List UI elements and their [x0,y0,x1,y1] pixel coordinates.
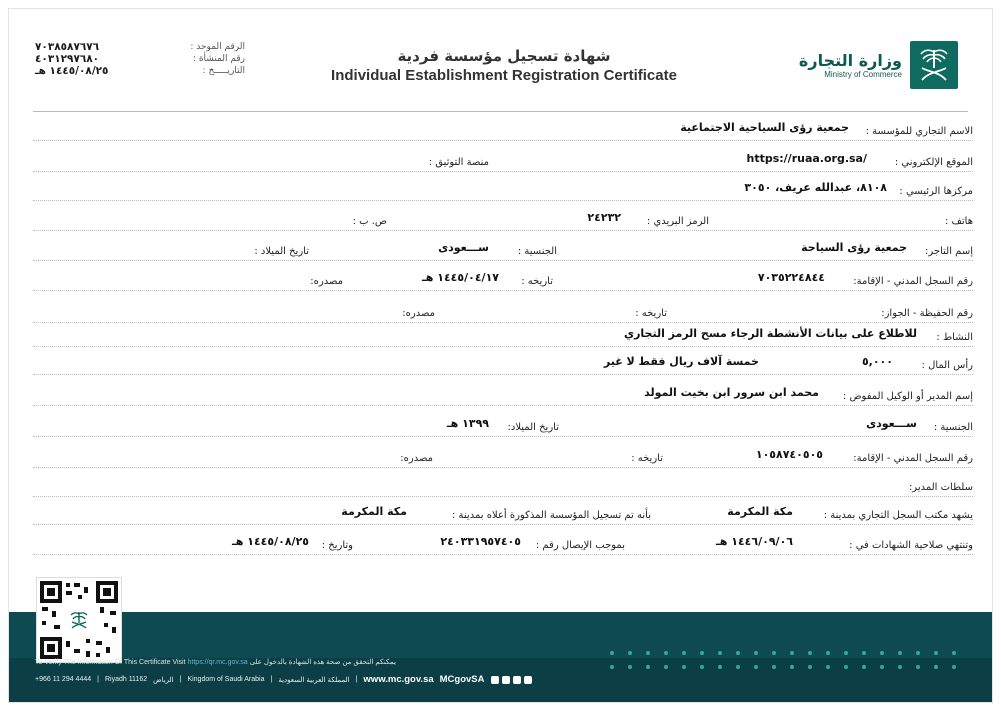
headquarters-label: مركزها الرئيسي : [899,186,973,197]
and-date-label: وتاريخ : [321,540,353,551]
issue-date: ١٤٤٥/٠٨/٢٥ هـ [35,65,109,77]
manager-birthdate-label: تاريخ الميلاد: [507,422,559,433]
contact-kingdom-arabic: المملكة العربية السعودية [278,676,350,684]
row-manager-authority [33,477,973,497]
row-merchant [33,241,973,261]
verify-text-arabic: يمكنكم التحقق من صحة هذه الشهادة بالدخول على [249,659,396,666]
manager-civil-date-label: تاريخه : [631,453,663,464]
instagram-icon[interactable] [491,676,499,684]
manager-label: إسم المدير أو الوكيل المفوض : [842,391,973,402]
receipt-value: ٢٤٠٣٣١٩٥٧٤٠٥ [440,535,521,548]
row-expiry [33,535,973,555]
row-registry-office [33,505,973,525]
manager-authority-label: سلطات المدير: [908,482,973,493]
unified-number: ٧٠٣٨٥٨٧٦٧٦ [35,41,100,53]
birthdate-label: تاريخ الميلاد : [254,246,309,257]
row-activity [33,327,973,347]
establishment-number: ٤٠٣١٢٩٧٦٨٠ [35,53,100,65]
contact-phone: +966 11 294 4444 [35,676,92,683]
po-box-label: ص. ب : [352,216,387,227]
title-arabic: شهادة تسجيل مؤسسة فردية [397,47,611,65]
capital-value: ٥,٠٠٠ [861,355,893,368]
row-civil-registry [33,271,973,291]
row-manager-nationality [33,417,973,437]
auth-platform-label: منصة التوثيق : [428,157,489,168]
header-divider [33,111,968,112]
contact-riyadh: Riyadh 11162 [104,676,148,683]
trade-name-value: جمعية رؤى السياحية الاجتماعية [680,121,849,134]
id-source-label: مصدره: [402,308,435,319]
civil-date-label: تاريخه : [521,276,553,287]
row-manager-civil [33,448,973,468]
capital-in-words: خمسة آلاف ريال فقط لا غير [603,355,759,368]
website-value: https://ruaa.org.sa/ [746,152,867,165]
postal-code-value: ٢٤٢٣٢ [587,211,621,224]
row-id-passport [33,303,973,323]
facebook-icon[interactable] [502,676,510,684]
footer-social-handle[interactable]: MCgovSA [439,674,485,685]
capital-label: رأس المال : [921,360,973,371]
certificate-title [309,47,699,84]
reference-block [35,41,245,77]
registered-city-label: بأنه تم تسجيل المؤسسة المذكورة أعلاه بمدينة : [452,510,651,521]
social-icons [491,676,532,684]
palm-swords-emblem-icon [910,41,958,89]
row-phone [33,211,973,231]
footer-website-link[interactable]: www.mc.gov.sa [363,674,434,685]
manager-civil-value: ١٠٥٨٧٤٠٥٠٥ [755,448,823,461]
registry-office-city: مكة المكرمة [727,505,793,518]
youtube-icon[interactable] [524,676,532,684]
merchant-value: جمعية رؤى السياحة [801,241,907,254]
ministry-name-arabic: وزارة التجارة [798,51,902,70]
expiry-value: ١٤٤٦/٠٩/٠٦ هـ [716,535,793,548]
manager-civil-source-label: مصدره: [400,453,433,464]
civil-registry-value: ٧٠٣٥٢٢٤٨٤٤ [757,271,825,284]
and-date-value: ١٤٤٥/٠٨/٢٥ هـ [232,535,309,548]
registry-office-label: يشهد مكتب السجل التجاري بمدينة : [823,510,973,521]
contact-line: +966 11 294 4444 | Riyadh 11162 الرياض | Kingdom of Saudi Arabia | المملكة العربية السعودية | www.mc.gov.sa MCgovSA [35,674,532,685]
verify-link[interactable]: https://qr.mc.gov.sa [187,659,248,666]
activity-value: للاطلاع على بيانات الأنشطة الرجاء مسح الرمز التجاري [623,327,917,340]
qr-code-icon [40,581,118,659]
merchant-label: إسم التاجر: [925,246,973,257]
issue-date-label: التاريـــــخ : [202,66,245,76]
contact-kingdom: Kingdom of Saudi Arabia [187,676,265,683]
id-passport-label: رقم الحفيظة - الجواز: [881,308,973,319]
qr-code[interactable] [37,578,121,662]
civil-source-label: مصدره: [310,276,343,287]
manager-civil-label: رقم السجل المدني - الإقامة: [853,453,973,464]
verify-text-english: To Verify The Information Of This Certificate Visit [35,659,186,666]
title-english: Individual Establishment Registration Certificate [331,67,677,84]
receipt-label: بموجب الإيصال رقم : [535,540,625,551]
nationality-value: ســـعودى [438,241,489,254]
civil-date-value: ١٤٤٥/٠٤/١٧ هـ [422,271,499,284]
manager-nationality-label: الجنسية : [933,422,973,433]
row-capital [33,355,973,375]
phone-label: هاتف : [944,216,973,227]
certificate-page [8,8,993,703]
headquarters-value: ٨١٠٨، عبدالله عريف، ٣٠٥٠ [744,181,887,194]
id-date-label: تاريخه : [635,308,667,319]
ministry-name-english: Ministry of Commerce [824,70,902,79]
website-label: الموقع الإلكتروني : [894,157,973,168]
nationality-label: الجنسية : [517,246,557,257]
civil-registry-label: رقم السجل المدني - الإقامة: [853,276,973,287]
registered-city-value: مكة المكرمة [341,505,407,518]
unified-number-label: الرقم الموحد : [190,42,245,52]
contact-riyadh-arabic: الرياض [153,676,174,684]
row-trade-name [33,121,973,141]
ministry-logo [799,41,958,89]
manager-nationality-value: ســـعودى [866,417,917,430]
establishment-number-label: رقم المنشأة : [192,54,245,64]
row-manager [33,386,973,406]
postal-code-label: الرمز البريدي : [646,216,709,227]
row-website [33,152,973,172]
activity-label: النشاط : [936,332,973,343]
manager-value: محمد ابن سرور ابن بخيت المولد [644,386,819,399]
verify-line [35,658,396,666]
manager-birthdate-value: ١٣٩٩ هـ [446,417,489,430]
expiry-label: وتنتهي صلاحية الشهادات في : [849,540,973,551]
twitter-icon[interactable] [513,676,521,684]
trade-name-label: الاسم التجاري للمؤسسة : [865,126,973,137]
row-headquarters [33,181,973,201]
